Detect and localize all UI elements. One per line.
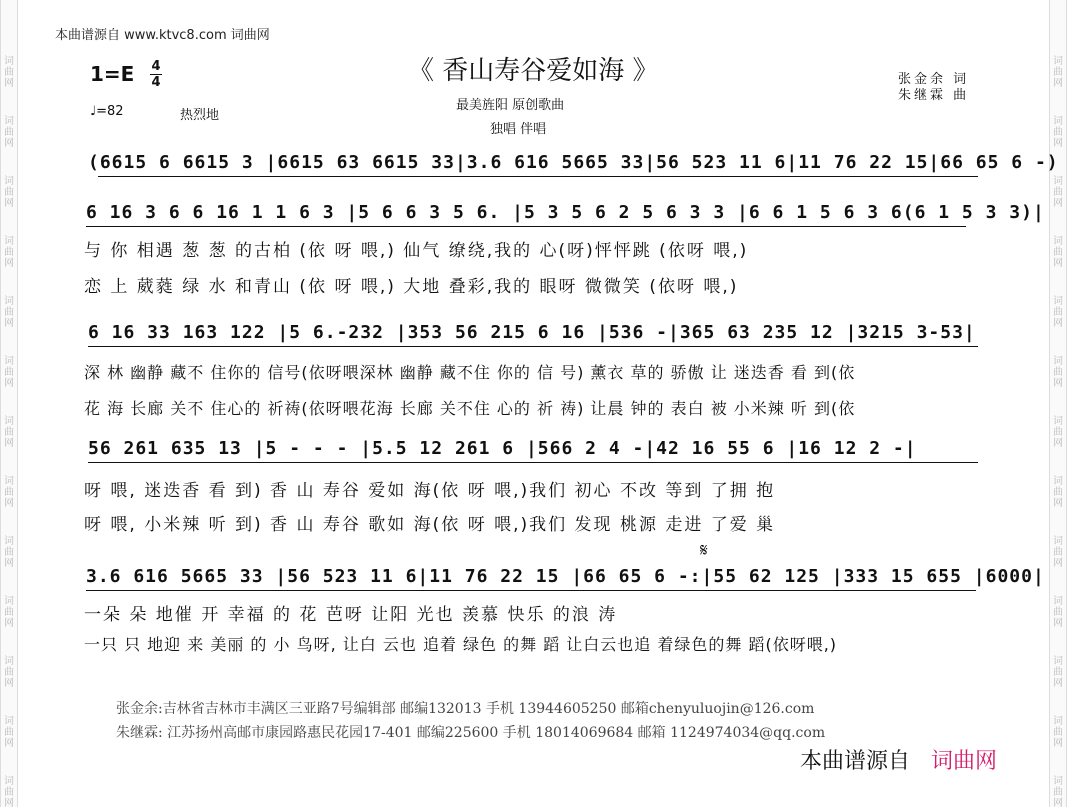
side-strip-watermark: 词 曲 网 — [4, 236, 14, 269]
left-side-strip — [0, 0, 18, 807]
side-strip-watermark: 词 曲 网 — [1053, 56, 1063, 89]
notation-line-3: 6 16 33 163 122 |5 6.-232 |353 56 215 6 16 |536 -|365 63 235 12 |3215 3-53| — [88, 322, 976, 343]
side-strip-watermark: 词 曲 网 — [4, 56, 14, 89]
source-header[interactable]: 本曲谱源自 www.ktvc8.com 词曲网 — [55, 28, 270, 43]
side-strip-watermark: 词 曲 网 — [4, 416, 14, 449]
notation-line-5: 3.6 616 5665 33 |56 523 11 6|11 76 22 15 |66 65 6 -:|55 62 125 |333 15 655 |6000| — [86, 566, 1045, 587]
side-strip-watermark: 词 曲 网 — [4, 716, 14, 749]
lyric-line-4a: 呀 喂, 迷迭香 看 到) 香 山 寿谷 爱如 海(依 呀 喂,)我们 初心 不改 等到 了拥 抱 — [84, 481, 776, 501]
song-title: 《 香山寿谷爱如海 》 — [408, 56, 659, 86]
time-signature-bottom: 4 — [151, 75, 161, 90]
side-strip-watermark: 词 曲 网 — [1053, 596, 1063, 629]
composer-credit: 朱继霖 曲 — [898, 88, 970, 103]
side-strip-watermark: 词 曲 网 — [4, 356, 14, 389]
side-strip-watermark: 词 曲 网 — [4, 656, 14, 689]
song-subtitle: 最美旌阳 原创歌曲 — [456, 98, 565, 113]
beam-line-5 — [86, 590, 976, 591]
side-strip-watermark: 词 曲 网 — [4, 296, 14, 329]
side-strip-watermark: 词 曲 网 — [1053, 296, 1063, 329]
lyric-line-3b: 花 海 长廊 关不 住心的 祈祷(依呀喂花海 长廊 关不住 心的 祈 祷) 让晨 钟的 表白 被 小米辣 听 到(依 — [84, 399, 856, 418]
key-signature: 1=E — [90, 62, 135, 86]
expression-mark: 热烈地 — [180, 108, 220, 123]
beam-line-3 — [88, 346, 978, 347]
side-strip-watermark: 词 曲 网 — [4, 536, 14, 569]
side-strip-watermark: 词 曲 网 — [4, 176, 14, 209]
side-strip-watermark: 词 曲 网 — [1053, 476, 1063, 509]
right-side-strip — [1049, 0, 1067, 807]
notation-line-4: 56 261 635 13 |5 - - - |5.5 12 261 6 |566 2 4 -|42 16 55 6 |16 12 2 -| — [88, 438, 917, 459]
lyric-line-3a: 深 林 幽静 藏不 住你的 信号(依呀喂深林 幽静 藏不住 你的 信 号) 薰衣 草的 骄傲 让 迷迭香 看 到(依 — [84, 363, 856, 382]
lyricist-credit: 张金余 词 — [898, 72, 970, 87]
lyric-line-4b: 呀 喂, 小米辣 听 到) 香 山 寿谷 歌如 海(依 呀 喂,)我们 发现 桃源 走进 了爱 巢 — [84, 515, 776, 535]
lyric-line-5a: 一朵 朵 地催 开 幸福 的 花 芭呀 让阳 光也 羡慕 快乐 的浪 涛 — [84, 605, 618, 625]
lyric-line-2b: 恋 上 葳蕤 绿 水 和青山 (依 呀 喂,) 大地 叠彩,我的 眼呀 微微笑 (依呀 喂,) — [84, 277, 739, 297]
footer-contact-lyricist: 张金余:吉林省吉林市丰满区三亚路7号编辑部 邮编132013 手机 13944605250 邮箱chenyuluojin@126.com — [116, 701, 815, 717]
side-strip-watermark: 词 曲 网 — [1053, 716, 1063, 749]
side-strip-watermark: 词 曲 网 — [1053, 776, 1063, 809]
segno-sign: 𝄋 — [700, 540, 708, 561]
side-strip-watermark: 词 曲 网 — [4, 776, 14, 809]
side-strip-watermark: 词 曲 网 — [4, 476, 14, 509]
side-strip-watermark: 词 曲 网 — [1053, 356, 1063, 389]
notation-line-1: (6615 6 6615 3 |6615 63 6615 33|3.6 616 5665 33|56 523 11 6|11 76 22 15|66 65 6 -) — [88, 152, 1059, 173]
time-signature — [150, 60, 162, 89]
side-strip-watermark: 词 曲 网 — [1053, 536, 1063, 569]
side-strip-watermark: 词 曲 网 — [1053, 656, 1063, 689]
side-strip-watermark: 词 曲 网 — [1053, 416, 1063, 449]
performance-type: 独唱 伴唱 — [490, 122, 547, 137]
brand-prefix: 本曲谱源自 — [800, 749, 911, 774]
lyric-line-5b: 一只 只 地迎 来 美丽 的 小 鸟呀, 让白 云也 追着 绿色 的舞 蹈 让白云也追 着绿色的舞 蹈(依呀喂,) — [84, 635, 838, 654]
side-strip-watermark: 词 曲 网 — [1053, 116, 1063, 149]
notation-line-2: 6 16 3 6 6 16 1 1 6 3 |5 6 6 3 5 6. |5 3 5 6 2 5 6 3 3 |6 6 1 5 6 3 6(6 1 5 3 3)| — [86, 202, 1045, 223]
lyric-line-2a: 与 你 相遇 葱 葱 的古柏 (依 呀 喂,) 仙气 缭绕,我的 心(呀)怦怦跳 (依呀 喂,) — [84, 241, 749, 261]
brand-logo[interactable] — [800, 744, 997, 775]
beam-line-1 — [98, 176, 978, 177]
beam-line-4 — [88, 462, 978, 463]
side-strip-watermark: 词 曲 网 — [1053, 176, 1063, 209]
brand-name: 词曲网 — [931, 749, 998, 774]
tempo-mark: ♩=82 — [90, 104, 124, 119]
beam-line-2 — [86, 226, 966, 227]
time-signature-top: 4 — [151, 59, 161, 74]
side-strip-watermark: 词 曲 网 — [4, 116, 14, 149]
footer-contact-composer: 朱继霖: 江苏扬州高邮市康园路惠民花园17-401 邮编225600 手机 18014069684 邮箱 1124974034@qq.com — [116, 725, 826, 741]
side-strip-watermark: 词 曲 网 — [1053, 236, 1063, 269]
side-strip-watermark: 词 曲 网 — [4, 596, 14, 629]
